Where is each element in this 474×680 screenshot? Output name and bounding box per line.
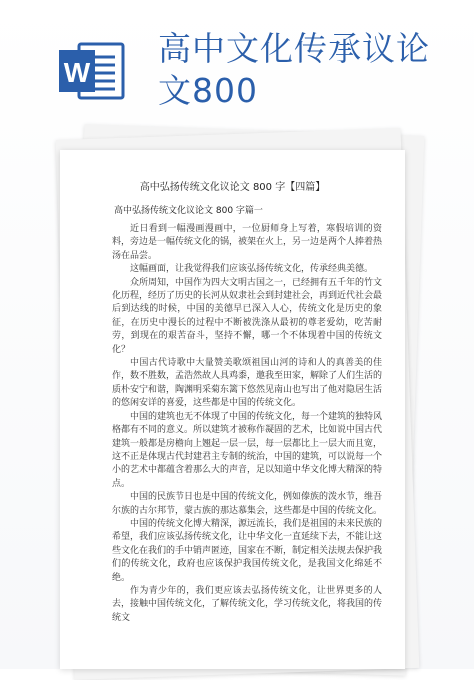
word-document-icon (57, 40, 127, 102)
header-banner (0, 0, 474, 135)
paragraph: 这幅画面，让我觉得我们应该弘扬传统文化，传承经典美德。 (130, 264, 374, 275)
word-icon-letter: W (63, 57, 91, 88)
document-subtitle: 高中弘扬传统文化议论文 800 字篇一 (114, 206, 263, 216)
paragraph: 近日看到一幅漫画漫画中，一位厨师身上写着，寒假培训的资料，旁边是一幅传统文化的锅，被架在火上，另一边是两个人捧着热汤在品尝。 (112, 224, 383, 261)
document-body (112, 223, 382, 625)
page-title (158, 28, 458, 112)
paragraph: 中国的传统文化博大精深，源远流长，我们是祖国的未来民族的希望，我们应该弘扬传统文化，让中华文化一直延续下去，不能让这些文化在我们的手中销声匿迹，国家在不断，制定相关法规去保护我们的传统文化，政府也应该保护我国传统文化，是我国文化绵延不绝。 (112, 518, 383, 583)
paragraph: 作为青少年的，我们更应该去弘扬传统文化，让世界更多的人去，接触中国传统文化，了解传统文化，学习传统文化，将我国的传统文 (112, 585, 383, 623)
title-line-1: 高中文化传承议论 (158, 29, 430, 68)
paragraph: 中国的民族节日也是中国的传统文化，例如傣族的泼水节，维吾尔族的古尔邦节，蒙古族的那达慕集会，这些都是中国的传统文化。 (112, 492, 383, 516)
paragraph: 中国的建筑也无不体现了中国的传统文化，每一个建筑的独特风格都有不同的意义。所以建筑才被称作凝固的艺术，比如说中国古代建筑一般都是房檐向上翘起一层一层，每一层都比上一层大而且宽，这不正是体现古代封建君主专制的统治，中国的建筑，可以说每一个小的艺术中都蕴含着那么大的声音，足以知道中华文化博大精深的特点。 (112, 411, 383, 489)
paragraph: 众所周知，中国作为四大文明古国之一，已经拥有五千年的竹文化历程，经历了历史的长河从奴隶社会到封建社会，再到近代社会最后到达线的时候，中国的美德早已深入人心，传统文化是历史的象征，在历史中漫长的过程中不断被洗涤从最初的尊老爱幼，吃苦耐劳，到现在的艰苦奋斗，坚持不懈，哪一个不体现着中国的传统文化？ (112, 277, 383, 355)
document-title: 高中弘扬传统文化议论文 800 字【四篇】 (139, 182, 326, 193)
title-line-2: 文800 (158, 71, 258, 110)
paragraph: 中国古代诗歌中大量赞美歌颂祖国山河的诗和人的真善美的佳作，数不胜数，孟浩然故人具鸡黍，邀我至田家，解除了人们生活的质朴安宁和谐，陶渊明采菊东篱下悠然见南山也写出了他对隐居生活的悠闲安详的喜爱，这些都是中国的传统文化。 (112, 358, 383, 409)
document-page (60, 150, 405, 669)
